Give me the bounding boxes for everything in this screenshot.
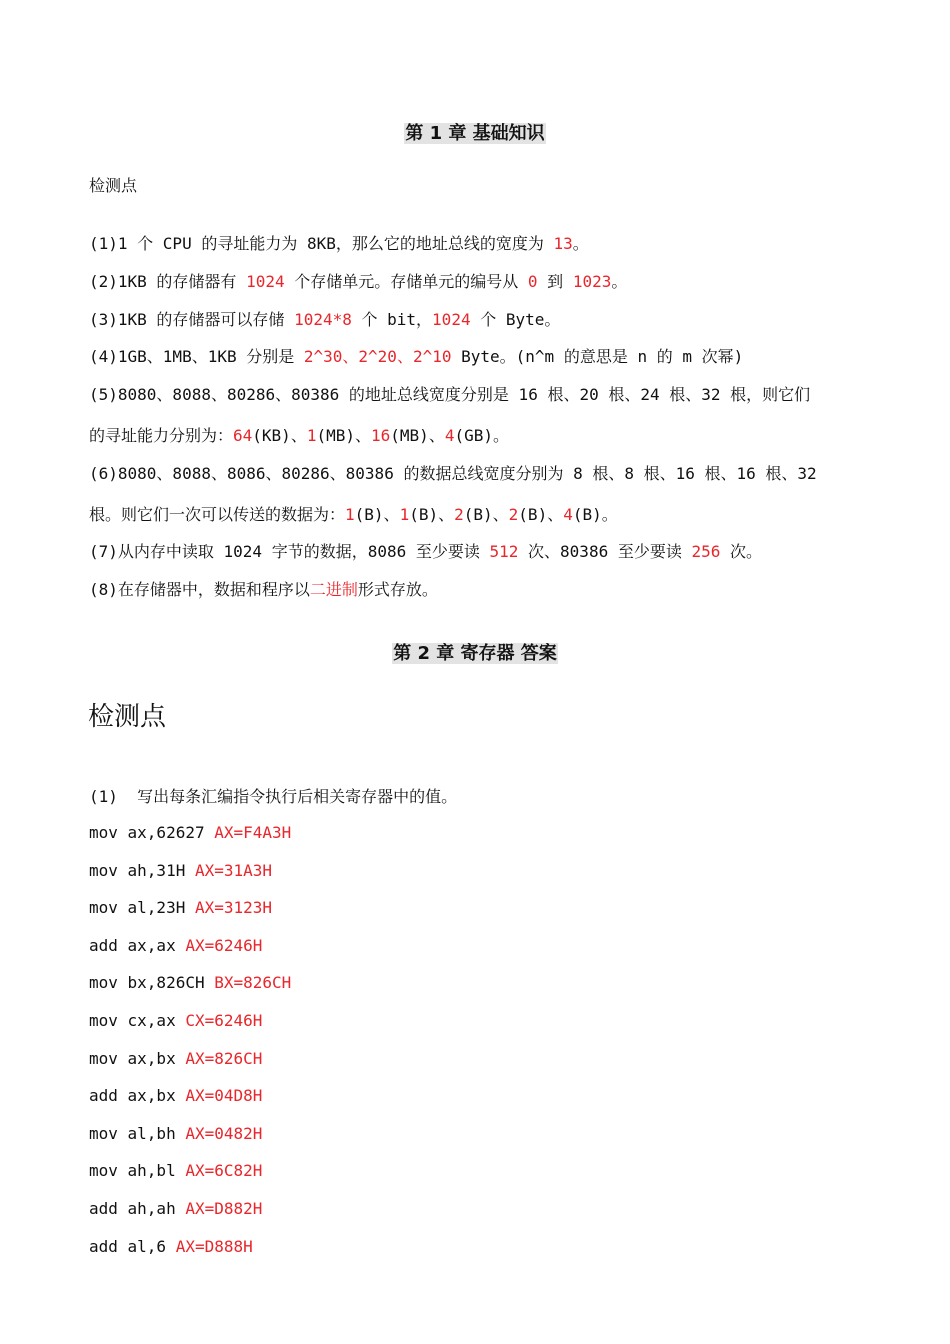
register-result: BX=826CH bbox=[214, 973, 292, 993]
question-text: (B)、 bbox=[354, 505, 400, 524]
question-text: (6)8080、8088、8086、80286、80386 的数据总线宽度分别为 8 根、8 根、16 根、16 根、32 bbox=[89, 464, 817, 483]
answer-text: 256 bbox=[691, 542, 721, 561]
answer-text: 4 bbox=[444, 426, 455, 445]
checkpoint-line bbox=[89, 346, 743, 368]
question-text: 个 bit， bbox=[351, 310, 433, 329]
register-result: CX=6246H bbox=[185, 1011, 263, 1030]
question-text: (KB)、 bbox=[252, 426, 307, 445]
answer-text: 16 bbox=[371, 426, 391, 445]
checkpoint-line bbox=[89, 579, 438, 601]
instruction-line bbox=[89, 1198, 262, 1220]
answer-text: 2^30、2^20、2^10 bbox=[303, 347, 452, 366]
chapter-1-subheading: 检测点 bbox=[89, 176, 138, 195]
question-text: (2)1KB 的存储器有 bbox=[89, 272, 247, 291]
question-text: 。 bbox=[572, 234, 589, 253]
chapter-2-title: 第 2 章 寄存器 答案 bbox=[393, 643, 557, 664]
checkpoint-line bbox=[89, 271, 627, 293]
instruction-line bbox=[89, 1236, 253, 1258]
register-result: AX=31A3H bbox=[194, 860, 273, 880]
instruction-code: mov bx,826CH bbox=[89, 973, 215, 993]
answer-text: 13 bbox=[553, 234, 573, 253]
question-text: 根。则它们一次可以传送的数据为： bbox=[89, 505, 346, 524]
checkpoint-line bbox=[89, 233, 589, 255]
register-result: AX=D888H bbox=[175, 1236, 253, 1256]
register-result: AX=6C82H bbox=[185, 1161, 263, 1181]
instruction-line bbox=[89, 1010, 262, 1032]
instruction-code: mov al,23H bbox=[89, 898, 195, 918]
chapter-2-subheading: 检测点 bbox=[88, 702, 167, 732]
answer-text: 4 bbox=[563, 505, 573, 524]
instruction-line bbox=[89, 1048, 262, 1070]
answer-text: 1 bbox=[399, 505, 410, 524]
register-result: AX=826CH bbox=[185, 1048, 263, 1068]
instruction-line bbox=[89, 1123, 262, 1145]
instruction-code: add ax,bx bbox=[89, 1086, 186, 1106]
instruction-code: mov ax,bx bbox=[89, 1048, 186, 1068]
register-result: AX=0482H bbox=[185, 1123, 263, 1143]
checkpoint-line bbox=[89, 504, 618, 526]
checkpoint-line bbox=[89, 384, 810, 406]
question-text: (1)1 个 CPU 的寻址能力为 8KB，那么它的地址总线的宽度为 bbox=[89, 234, 554, 253]
instruction-code: mov ax,62627 bbox=[89, 823, 215, 842]
instruction-code: add ax,ax bbox=[89, 935, 186, 955]
question-text: (7)从内存中读取 1024 字节的数据，8086 至少要读 bbox=[89, 542, 490, 561]
checkpoint-line bbox=[89, 425, 509, 447]
question-text: (5)8080、8088、80286、80386 的地址总线宽度分别是 16 根、20 根、24 根、32 根，则它们 bbox=[89, 385, 811, 404]
chapter-1-heading bbox=[0, 122, 950, 146]
question-text: 次、80386 至少要读 bbox=[518, 542, 692, 561]
answer-text: 1024*8 bbox=[294, 310, 352, 329]
instruction-line bbox=[89, 822, 291, 844]
register-result: AX=3123H bbox=[194, 898, 273, 918]
register-result: AX=F4A3H bbox=[214, 823, 292, 842]
instruction-code: mov al,bh bbox=[89, 1123, 186, 1143]
chapter-2-intro: (1) 写出每条汇编指令执行后相关寄存器中的值。 bbox=[89, 787, 458, 806]
question-text: 个存储单元。存储单元的编号从 bbox=[284, 272, 528, 291]
question-text: (GB)。 bbox=[454, 426, 510, 445]
question-text: (4)1GB、1MB、1KB 分别是 bbox=[89, 347, 304, 366]
question-text: 到 bbox=[537, 272, 573, 291]
instruction-line bbox=[89, 972, 291, 994]
instruction-line bbox=[89, 935, 262, 957]
instruction-code: mov ah,bl bbox=[89, 1161, 186, 1181]
answer-text: 2 bbox=[454, 505, 464, 524]
question-text: 的寻址能力分别为： bbox=[89, 426, 234, 445]
instruction-line bbox=[89, 860, 272, 882]
answer-text: 0 bbox=[527, 272, 538, 291]
register-result: AX=6246H bbox=[185, 935, 263, 955]
question-text: 。 bbox=[611, 272, 628, 291]
question-text: (8)在存储器中，数据和程序以 bbox=[89, 580, 310, 599]
question-text: 次。 bbox=[720, 542, 763, 561]
checkpoint-line bbox=[89, 541, 762, 563]
instruction-line bbox=[89, 1085, 262, 1107]
answer-text: 1024 bbox=[246, 272, 285, 291]
checkpoint-line bbox=[89, 309, 560, 331]
checkpoint-line bbox=[89, 463, 817, 485]
question-text: 个 Byte。 bbox=[470, 310, 561, 329]
instruction-code: add ah,ah bbox=[89, 1199, 186, 1218]
question-text: (B)。 bbox=[572, 505, 618, 524]
answer-text: 1 bbox=[306, 426, 317, 445]
answer-text: 二进制 bbox=[309, 580, 358, 599]
answer-text: 1024 bbox=[432, 310, 471, 329]
question-text: (MB)、 bbox=[390, 426, 445, 445]
instruction-line bbox=[89, 897, 272, 919]
register-result: AX=D882H bbox=[185, 1199, 263, 1218]
instruction-code: mov cx,ax bbox=[89, 1011, 186, 1030]
chapter-2-heading bbox=[0, 642, 950, 666]
question-text: (MB)、 bbox=[316, 426, 372, 445]
instruction-code: mov ah,31H bbox=[89, 860, 195, 880]
question-text: (B)、 bbox=[463, 505, 509, 524]
question-text: (B)、 bbox=[518, 505, 564, 524]
answer-text: 64 bbox=[233, 426, 253, 445]
instruction-line bbox=[89, 1160, 262, 1182]
question-text: (3)1KB 的存储器可以存储 bbox=[89, 310, 295, 329]
question-text: Byte。(n^m 的意思是 n 的 m 次幂) bbox=[451, 347, 744, 366]
instruction-code: add al,6 bbox=[89, 1236, 176, 1256]
answer-text: 2 bbox=[508, 505, 519, 524]
question-text: (B)、 bbox=[409, 505, 455, 524]
answer-text: 1 bbox=[345, 505, 355, 524]
answer-text: 1023 bbox=[572, 272, 612, 291]
chapter-1-title: 第 1 章 基础知识 bbox=[405, 123, 545, 144]
question-text: 形式存放。 bbox=[357, 580, 438, 599]
register-result: AX=04D8H bbox=[185, 1086, 263, 1106]
answer-text: 512 bbox=[489, 542, 519, 561]
